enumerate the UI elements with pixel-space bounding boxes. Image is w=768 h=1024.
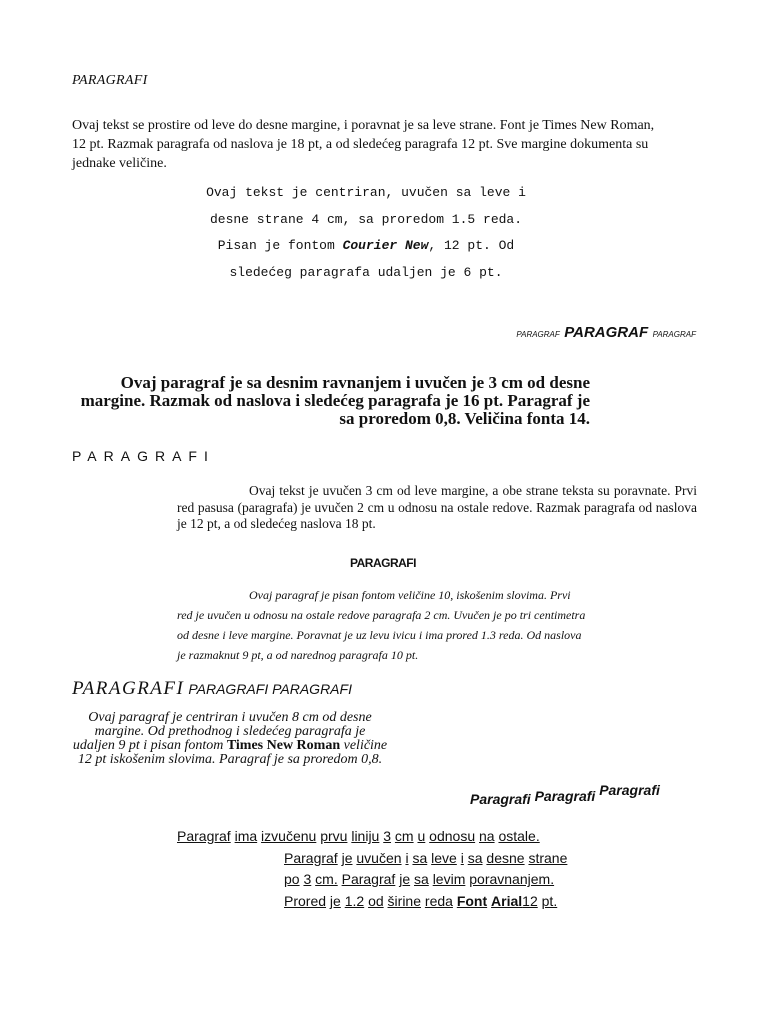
heading-paragrafi-4: PARAGRAFI (72, 448, 215, 464)
heading-paragrafi-1: PARAGRAFI (72, 73, 148, 88)
word: 3 (383, 828, 392, 844)
word: strane (528, 849, 568, 866)
paragraph-6-text-b: veličine 12 pt iskošenim slovima. Paragraf je sa proredom 0,8. (77, 738, 388, 767)
word: Paragraf (284, 849, 338, 866)
word: sa (467, 849, 483, 866)
word: levim (432, 871, 466, 887)
heading-paragrafi-5: PARAGRAFI (350, 556, 416, 570)
word: ostale. (498, 828, 540, 844)
paragraph-4 (177, 483, 697, 533)
word: pt. (541, 892, 558, 909)
word: širine (387, 892, 422, 909)
word: cm (394, 828, 414, 844)
word: i (405, 849, 409, 866)
paragraph-4-text: Ovaj tekst je uvučen 3 cm od leve margine, a obe strane teksta su poravnate. Prvi red pasusa (paragrafa) je uvučen 2 cm u odnosu na ostale redove. Razmak paragrafa od naslova je 12 pt, a od sledećeg naslova 18 pt. (177, 483, 697, 531)
word: uvučen (356, 849, 402, 866)
word: cm. (315, 871, 338, 887)
word: liniju (351, 828, 380, 844)
word: Paragraf (177, 828, 231, 844)
paragraph-7-line-2 (177, 848, 589, 870)
paragraph-2-text-a: Ovaj tekst je centriran, uvučen sa leve i desne strane 4 cm, sa proredom 1.5 reda. Pisan je fontom (206, 185, 526, 253)
heading-paragrafi-6 (72, 678, 352, 700)
paragraph-3: Ovaj paragraf je sa desnim ravnanjem i uvučen je 3 cm od desne margine. Razmak od naslova i sledećeg paragrafa je 16 pt. Paragraf je sa proredom 0,8. Veličina fonta 14. (80, 373, 590, 428)
word: izvučenu (261, 828, 317, 844)
paragraph-7-line-1 (177, 826, 589, 848)
word: Prored (284, 892, 327, 909)
word: leve (431, 849, 457, 866)
paragraph-7-line-3 (177, 869, 589, 891)
word: poravnanjem. (469, 871, 555, 887)
paragraph-6 (72, 711, 388, 767)
heading-paragraf-3 (480, 324, 696, 342)
paragraph-1: Ovaj tekst se prostire od leve do desne margine, i poravnat je sa leve strane. Font je Times New Roman, 12 pt. Razmak paragrafa od naslova je 18 pt, a od sledećeg paragrafa 12 pt. Sve margine dokumenta su jednake veličine. (72, 118, 655, 171)
word: po (284, 871, 300, 887)
word: reda (424, 892, 453, 909)
word: je (329, 892, 341, 909)
word: ima (234, 828, 258, 844)
paragraph-2-font-name: Courier New (342, 238, 429, 253)
word: 12 (522, 892, 538, 909)
paragraph-6-text-a: Ovaj paragraf je centriran i uvučen 8 cm od desne margine. Od prethodnog i sledećeg paragrafa je udaljen 9 pt i pisan fontom (72, 710, 372, 753)
paragraph-5 (177, 585, 589, 665)
heading-3-small-left: PARAGRAF (516, 330, 560, 339)
heading-6-rest: PARAGRAFI PARAGRAFI (188, 681, 352, 697)
heading-7-word-1: Paragrafi (470, 791, 531, 807)
word: od (368, 892, 384, 909)
heading-7-word-2: Paragrafi (534, 788, 596, 804)
paragraph-7-line-4 (177, 891, 589, 913)
heading-7-word-3: Paragrafi (599, 782, 660, 798)
heading-6-decorative: PARAGRAFI (72, 678, 185, 699)
word: u (417, 828, 426, 844)
heading-paragrafi-7 (470, 782, 660, 807)
word: desne (486, 849, 525, 866)
heading-3-big: PARAGRAF (564, 324, 649, 341)
word: prvu (320, 828, 348, 844)
word: je (399, 871, 411, 887)
word: Paragraf (341, 871, 396, 887)
word: i (460, 849, 464, 866)
heading-3-small-right: PARAGRAF (652, 330, 696, 339)
word: odnosu (429, 828, 476, 844)
paragraph-5-text: Ovaj paragraf je pisan fontom veličine 10, iskošenim slovima. Prvi red je uvučen u odnosu na ostale redove paragrafa 2 cm. Uvučen je po tri centimetra od desne i leve margine. Poravnat je uz levu ivicu i ima prored 1.3 reda. Od naslova je razmaknut 9 pt, a od narednog paragrafa 10 pt. (177, 588, 586, 662)
word: je (341, 849, 353, 866)
paragraph-2-text-b: , 12 pt. Od sledećeg paragrafa udaljen je 6 pt. (229, 238, 515, 280)
paragraph-7 (177, 826, 589, 912)
word: 1.2 (344, 892, 365, 909)
word: na (479, 828, 495, 844)
word: sa (412, 849, 428, 866)
paragraph-6-font-name: Times New Roman (226, 738, 341, 753)
word: Font (456, 892, 488, 909)
paragraph-2 (200, 180, 532, 286)
word: 3 (303, 871, 312, 887)
word: sa (414, 871, 429, 887)
word: Arial (491, 892, 523, 909)
